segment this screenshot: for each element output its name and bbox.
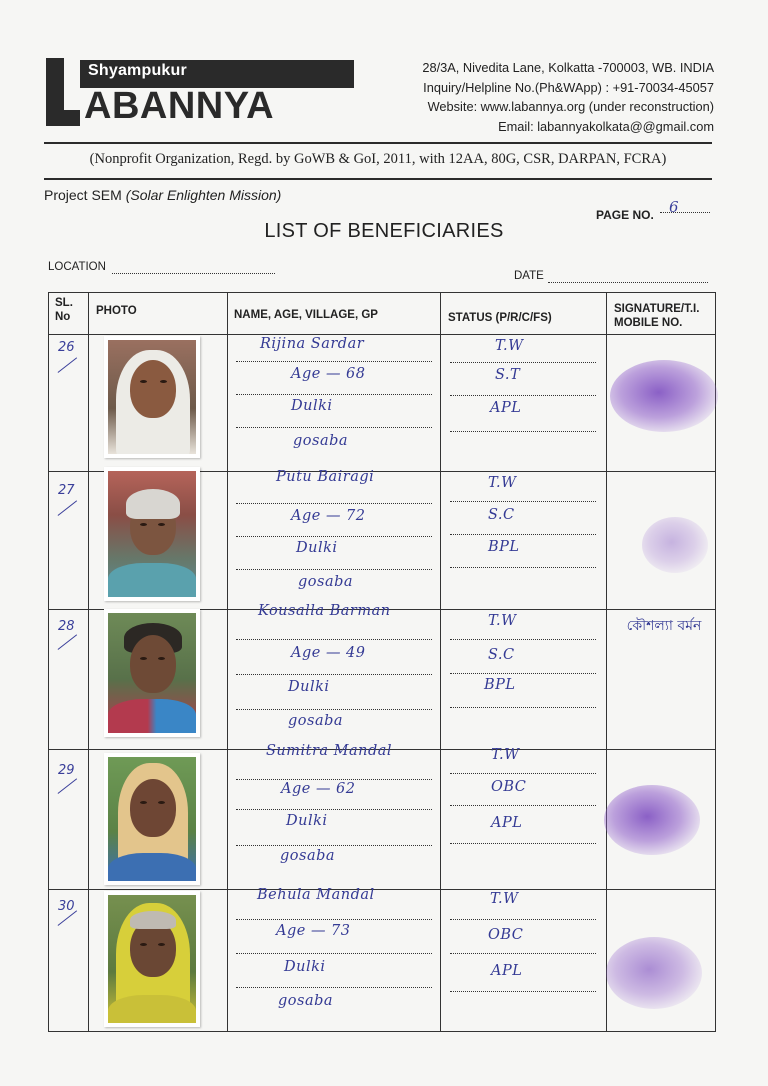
photo-background	[108, 340, 196, 454]
village-line	[236, 569, 432, 570]
labannya-logo	[44, 56, 356, 134]
logo-big-text: ABANNYA	[84, 85, 275, 127]
photo-hair	[126, 489, 180, 519]
row-serial: 26	[58, 340, 75, 355]
photo-saree	[108, 853, 196, 881]
status-line	[450, 773, 596, 774]
page-number-value: 6	[669, 198, 679, 216]
age-line	[236, 953, 432, 954]
photo-eye	[140, 801, 147, 804]
beneficiary-photo	[104, 467, 200, 601]
name-line	[236, 779, 432, 780]
beneficiary-name: Kousalla Barman	[258, 603, 391, 619]
email-line: Email: labannyakolkata@@gmail.com	[498, 118, 714, 134]
village-line	[236, 427, 432, 428]
project-name: Project SEM	[44, 187, 122, 203]
status-line	[450, 707, 596, 708]
beneficiary-photo	[104, 609, 200, 737]
list-title: LIST OF BENEFICIARIES	[264, 220, 504, 242]
row-serial: 28	[58, 619, 75, 634]
header-sl-line2: No	[55, 311, 71, 323]
status-category: S.T	[495, 367, 521, 383]
status-occupation: T.W	[488, 475, 517, 491]
table-row	[48, 603, 716, 749]
address-block	[374, 58, 714, 136]
beneficiary-village: Dulki	[286, 813, 328, 829]
status-category: S.C	[488, 647, 515, 663]
photo-eye	[140, 523, 147, 526]
photo-hair	[130, 911, 176, 929]
photo-background	[108, 757, 196, 881]
beneficiary-age: Age — 68	[291, 366, 366, 382]
org-tagline: (Nonprofit Organization, Regd. by GoWB & GoI, 2011, with 12AA, 80G, CSR, DARPAN, FCRA)	[89, 151, 667, 167]
status-line	[450, 953, 596, 954]
status-line	[450, 843, 596, 844]
header-rule-bottom	[44, 178, 712, 180]
status-category: OBC	[491, 779, 527, 795]
beneficiary-village: Dulki	[296, 540, 338, 556]
header-signature-line1: SIGNATURE/T.I.	[614, 303, 700, 315]
status-line	[450, 673, 596, 674]
header-name: NAME, AGE, VILLAGE, GP	[234, 309, 378, 321]
beneficiary-village: Dulki	[284, 959, 326, 975]
status-line	[450, 639, 596, 640]
date-label: DATE	[514, 270, 544, 282]
status-line	[450, 431, 596, 432]
status-income: BPL	[484, 677, 516, 693]
location-field	[112, 273, 275, 274]
status-line	[450, 991, 596, 992]
serial-slash	[58, 634, 78, 650]
logo-letter-l-foot	[46, 110, 80, 126]
name-line	[236, 639, 432, 640]
thumb-impression	[610, 360, 718, 432]
beneficiary-name: Behula Mandal	[257, 887, 375, 903]
photo-eye	[158, 657, 165, 660]
status-occupation: T.W	[488, 613, 517, 629]
serial-slash	[58, 778, 78, 794]
status-occupation: T.W	[490, 891, 519, 907]
photo-eye	[158, 801, 165, 804]
status-line	[450, 395, 596, 396]
name-line	[236, 361, 432, 362]
status-line	[450, 919, 596, 920]
date-field	[548, 282, 708, 283]
beneficiary-gp: gosaba	[288, 713, 344, 729]
beneficiary-gp: gosaba	[293, 433, 349, 449]
age-line	[236, 674, 432, 675]
header-photo: PHOTO	[96, 305, 137, 317]
beneficiary-name: Sumitra Mandal	[266, 743, 393, 759]
photo-saree	[108, 563, 196, 597]
beneficiary-age: Age — 72	[291, 508, 366, 524]
address-line: 28/3A, Nivedita Lane, Kolkatta -700003, WB. INDIA	[422, 60, 714, 75]
beneficiary-age: Age — 62	[281, 781, 356, 797]
status-category: OBC	[488, 927, 524, 943]
row-serial: 27	[58, 483, 75, 498]
name-line	[236, 919, 432, 920]
header-rule-top	[44, 142, 712, 144]
thumb-impression	[606, 937, 702, 1009]
location-label: LOCATION	[48, 261, 106, 273]
serial-slash	[58, 500, 78, 516]
photo-face	[130, 779, 176, 837]
village-line	[236, 709, 432, 710]
village-line	[236, 845, 432, 846]
beneficiary-table	[48, 292, 716, 1032]
status-category: S.C	[488, 507, 515, 523]
photo-background	[108, 613, 196, 733]
logo-small-text: Shyampukur	[88, 62, 187, 79]
status-income: APL	[491, 815, 523, 831]
name-line	[236, 503, 432, 504]
page-number-dots	[660, 212, 710, 213]
status-line	[450, 362, 596, 363]
header-sl-line1: SL.	[55, 297, 73, 309]
photo-eye	[158, 523, 165, 526]
row-serial: 29	[58, 763, 75, 778]
photo-face	[130, 360, 176, 418]
status-occupation: T.W	[495, 338, 524, 354]
beneficiary-gp: gosaba	[298, 574, 354, 590]
page-number-label: PAGE NO.	[596, 208, 654, 222]
photo-saree	[108, 699, 196, 733]
handwritten-signature: কৌশল্যা বর্মন	[626, 618, 702, 634]
beneficiary-village: Dulki	[291, 398, 333, 414]
table-row	[48, 471, 716, 609]
photo-saree	[108, 995, 196, 1023]
age-line	[236, 394, 432, 395]
thumb-impression	[604, 785, 700, 855]
beneficiary-village: Dulki	[288, 679, 330, 695]
photo-background	[108, 471, 196, 597]
photo-eye	[140, 380, 147, 383]
website-line: Website: www.labannya.org (under reconstruction)	[427, 99, 714, 114]
photo-eye	[158, 943, 165, 946]
beneficiary-name: Rijina Sardar	[260, 336, 365, 352]
beneficiary-photo	[104, 336, 200, 458]
table-row	[48, 334, 716, 471]
header-signature-line2: MOBILE NO.	[614, 317, 683, 329]
status-occupation: T.W	[491, 747, 520, 763]
photo-eye	[160, 380, 167, 383]
village-line	[236, 987, 432, 988]
beneficiary-gp: gosaba	[280, 848, 336, 864]
beneficiary-photo	[104, 891, 200, 1027]
status-income: APL	[490, 400, 522, 416]
photo-face	[130, 635, 176, 693]
beneficiary-age: Age — 49	[291, 645, 366, 661]
table-row	[48, 743, 716, 889]
table-border-bottom	[48, 1031, 716, 1032]
age-line	[236, 536, 432, 537]
helpline-line: Inquiry/Helpline No.(Ph&WApp) : +91-70034-45057	[423, 79, 714, 95]
status-line	[450, 805, 596, 806]
table-border-top	[48, 292, 716, 293]
photo-background	[108, 895, 196, 1023]
header-status: STATUS (P/R/C/FS)	[448, 312, 552, 324]
row-serial: 30	[58, 899, 75, 914]
status-line	[450, 534, 596, 535]
thumb-impression	[642, 517, 708, 573]
status-income: APL	[491, 963, 523, 979]
serial-slash	[58, 357, 78, 373]
beneficiary-photo	[104, 753, 200, 885]
project-label	[44, 187, 281, 203]
header-sl	[55, 296, 73, 324]
status-line	[450, 501, 596, 502]
table-row	[48, 889, 716, 1031]
beneficiary-name: Putu Bairagi	[276, 469, 375, 485]
photo-eye	[140, 943, 147, 946]
project-subtitle: (Solar Enlighten Mission)	[125, 187, 282, 203]
status-income: BPL	[488, 539, 520, 555]
beneficiary-age: Age — 73	[276, 923, 351, 939]
beneficiary-gp: gosaba	[278, 993, 334, 1009]
age-line	[236, 809, 432, 810]
header-signature	[614, 302, 699, 330]
photo-eye	[140, 657, 147, 660]
status-line	[450, 567, 596, 568]
